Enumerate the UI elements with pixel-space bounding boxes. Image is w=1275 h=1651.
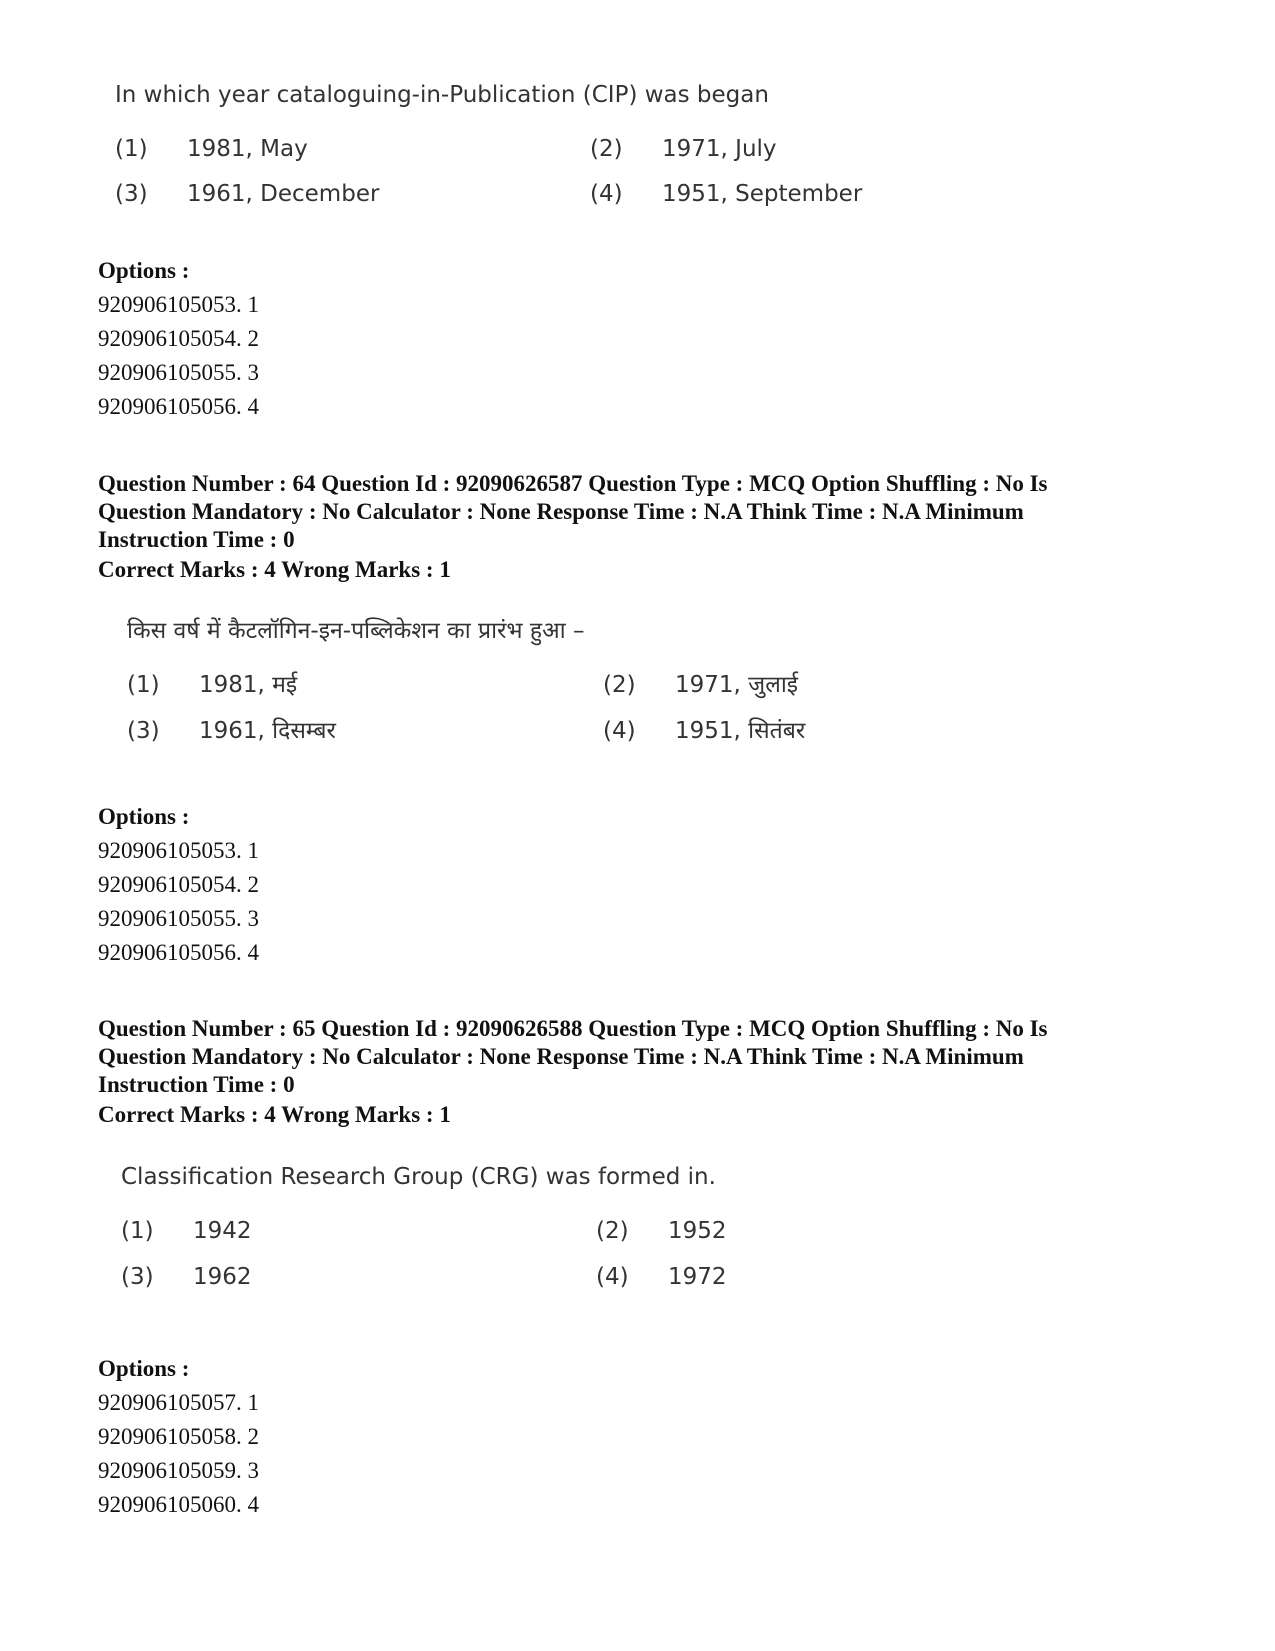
choice-number: (1) [115,136,148,162]
choice-2 [603,667,798,699]
choice-text: 1942 [193,1218,252,1244]
option-id: 920906105053. 1 [98,838,259,863]
choice-4 [596,1264,727,1290]
choice-number: (1) [121,1218,154,1244]
choice-text: 1971, July [662,136,777,162]
choice-number: (4) [596,1264,629,1290]
choice-number: (3) [121,1264,154,1290]
choice-number: (4) [590,181,623,207]
option-id: 920906105056. 4 [98,940,259,965]
header-line: Question Mandatory : No Calculator : None Response Time : N.A Think Time : N.A Minimum [98,499,1024,524]
header-line: Instruction Time : 0 [98,1072,295,1097]
choice-2 [590,136,777,162]
question-header [98,470,1208,554]
option-id: 920906105055. 3 [98,360,259,385]
choice-number: (3) [127,718,160,744]
choice-number: (3) [115,181,148,207]
option-id-list [98,834,259,970]
option-id: 920906105058. 2 [98,1424,259,1449]
choice-text: 1961, December [187,181,380,207]
option-id: 920906105053. 1 [98,292,259,317]
header-line: Question Mandatory : No Calculator : None Response Time : N.A Think Time : N.A Minimum [98,1044,1024,1069]
option-id: 920906105055. 3 [98,906,259,931]
choice-text: 1951, सितंबर [675,718,806,744]
choice-3 [127,713,336,745]
choice-1 [127,667,297,699]
choice-text: 1971, जुलाई [675,672,799,698]
option-id: 920906105060. 4 [98,1492,259,1517]
question-text: किस वर्ष में कैटलॉगिन-इन-पब्लिकेशन का प्रारंभ हुआ – [127,618,585,644]
options-title: Options : [98,1356,190,1381]
choice-4 [590,181,862,207]
choice-text: 1961, दिसम्बर [199,718,336,744]
options-title: Options : [98,258,190,283]
choice-text: 1962 [193,1264,252,1290]
options-title: Options : [98,804,190,829]
header-line: Question Number : 64 Question Id : 92090626587 Question Type : MCQ Option Shuffling : No Is [98,471,1048,496]
option-id: 920906105054. 2 [98,872,259,897]
choice-number: (1) [127,672,160,698]
choice-text: 1952 [668,1218,727,1244]
choice-number: (2) [596,1218,629,1244]
question-header [98,1015,1208,1099]
choice-1 [115,136,308,162]
option-id: 920906105054. 2 [98,326,259,351]
option-id: 920906105059. 3 [98,1458,259,1483]
choice-text: 1981, May [187,136,308,162]
choice-1 [121,1218,252,1244]
choice-3 [115,181,379,207]
choice-2 [596,1218,727,1244]
choice-text: 1981, मई [199,672,298,698]
option-id: 920906105057. 1 [98,1390,259,1415]
choice-3 [121,1264,252,1290]
choice-number: (2) [590,136,623,162]
choice-text: 1972 [668,1264,727,1290]
option-id-list [98,1386,259,1522]
choice-4 [603,713,805,745]
marks-line: Correct Marks : 4 Wrong Marks : 1 [98,557,451,582]
choice-text: 1951, September [662,181,863,207]
choice-number: (2) [603,672,636,698]
marks-line: Correct Marks : 4 Wrong Marks : 1 [98,1102,451,1127]
question-text: In which year cataloguing-in-Publication (CIP) was began [115,82,769,108]
option-id: 920906105056. 4 [98,394,259,419]
header-line: Question Number : 65 Question Id : 92090626588 Question Type : MCQ Option Shuffling : No Is [98,1016,1048,1041]
choice-number: (4) [603,718,636,744]
option-id-list [98,288,259,424]
question-text: Classification Research Group (CRG) was formed in. [121,1164,716,1190]
header-line: Instruction Time : 0 [98,527,295,552]
